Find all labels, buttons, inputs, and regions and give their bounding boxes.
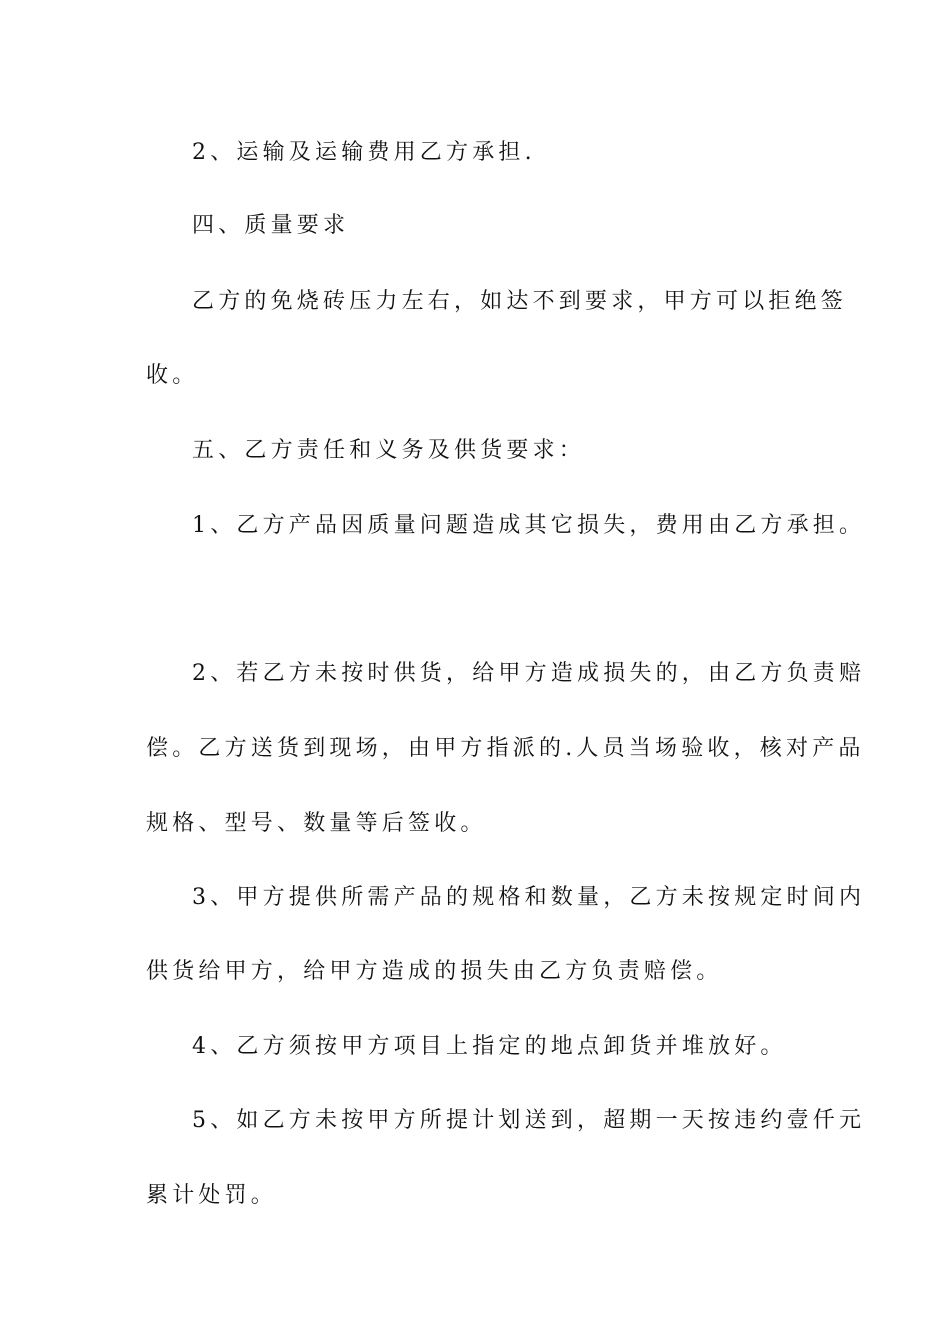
clause-3-line-2: 供货给甲方，给甲方造成的损失由乙方负责赔偿。 xyxy=(146,959,723,984)
clause-2-line-1: 2、若乙方未按时供货，给甲方造成损失的，由乙方负责赔 xyxy=(192,661,866,686)
clause-5-line-2: 累计处罚。 xyxy=(146,1183,278,1208)
clause-transport-cost: 2、运输及运输费用乙方承担. xyxy=(192,140,536,165)
clause-4-unloading: 4、乙方须按甲方项目上指定的地点卸货并堆放好。 xyxy=(192,1034,787,1059)
quality-paragraph-line-1: 乙方的免烧砖压力左右，如达不到要求，甲方可以拒绝签 xyxy=(192,289,848,314)
clause-3-line-1: 3、甲方提供所需产品的规格和数量，乙方未按规定时间内 xyxy=(192,885,866,910)
quality-paragraph-line-2: 收。 xyxy=(146,363,199,388)
clause-2-line-3: 规格、型号、数量等后签收。 xyxy=(146,811,487,836)
clause-5-line-1: 5、如乙方未按甲方所提计划送到，超期一天按违约壹仟元 xyxy=(192,1108,866,1133)
clause-2-line-2: 偿。乙方送货到现场，由甲方指派的.人员当场验收，核对产品 xyxy=(146,736,865,761)
section-heading-quality: 四、质量要求 xyxy=(192,213,350,238)
section-heading-responsibilities: 五、乙方责任和义务及供货要求： xyxy=(192,438,586,463)
clause-1-quality-loss: 1、乙方产品因质量问题造成其它损失，费用由乙方承担。 xyxy=(192,513,866,538)
